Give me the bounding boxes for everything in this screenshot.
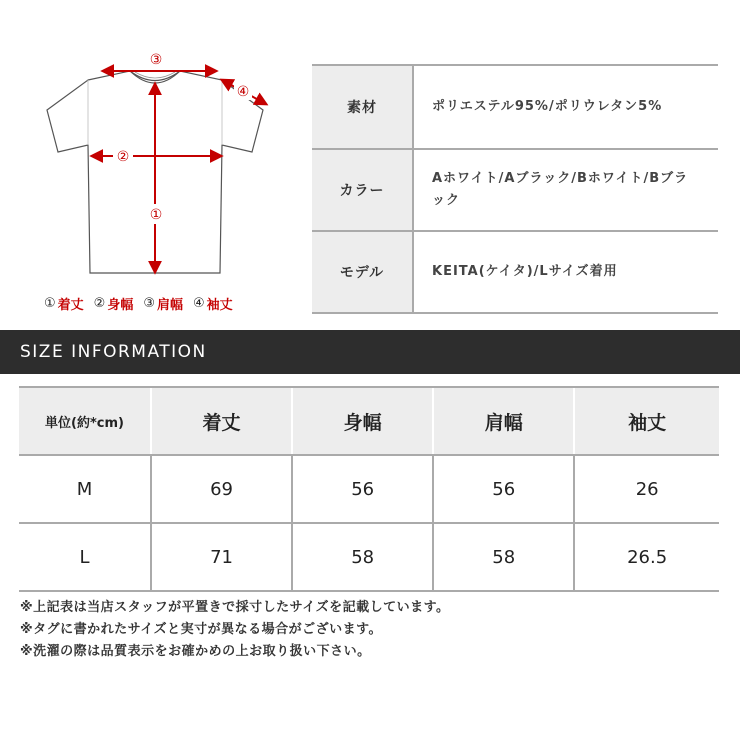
- spec-label: 素材: [312, 66, 414, 148]
- spec-label: モデル: [312, 232, 414, 312]
- table-cell: 56: [433, 455, 574, 523]
- size-table-header-row: [19, 387, 719, 455]
- legend-label: 袖丈: [206, 298, 233, 313]
- spec-value: KEITA(ケイタ)/Lサイズ着用: [414, 232, 718, 312]
- size-label: M: [19, 455, 151, 523]
- spec-label: カラー: [312, 150, 414, 230]
- table-row: [19, 523, 719, 591]
- tshirt-outline-icon: [0, 0, 300, 300]
- legend-num: ①: [44, 296, 56, 311]
- header-body-width: 身幅: [292, 387, 433, 455]
- spec-value: ポリエステル95%/ポリウレタン5%: [414, 66, 718, 148]
- spec-row-model: [312, 232, 718, 314]
- table-cell: 26.5: [574, 523, 719, 591]
- legend-num: ④: [193, 296, 205, 311]
- spec-value: Aホワイト/Aブラック/Bホワイト/Bブラック: [414, 150, 718, 230]
- product-spec-table: [312, 64, 718, 314]
- marker-shoulder: ③: [149, 52, 163, 68]
- note-line: ※タグに書かれたサイズと実寸が異なる場合がございます。: [20, 622, 383, 637]
- legend-item-shoulder: [143, 294, 183, 313]
- note-line: ※洗濯の際は品質表示をお確かめの上お取り扱い下さい。: [20, 644, 371, 659]
- legend-label: 肩幅: [157, 298, 184, 313]
- table-cell: 56: [292, 455, 433, 523]
- table-cell: 58: [433, 523, 574, 591]
- header-shoulder-width: 肩幅: [433, 387, 574, 455]
- notes: [20, 597, 450, 663]
- legend-item-length: [44, 294, 84, 313]
- measurement-legend: [44, 294, 233, 313]
- size-label: L: [19, 523, 151, 591]
- marker-sleeve: ④: [236, 84, 250, 100]
- legend-label: 着丈: [57, 298, 84, 313]
- table-row: [19, 455, 719, 523]
- marker-length: ①: [149, 207, 163, 223]
- legend-label: 身幅: [107, 298, 134, 313]
- header-sleeve-length: 袖丈: [574, 387, 719, 455]
- legend-item-sleeve: [193, 294, 233, 313]
- marker-body-width: ②: [116, 149, 130, 165]
- spec-row-color: [312, 150, 718, 232]
- size-information-banner: [0, 330, 740, 374]
- header-unit: 単位(約*cm): [19, 387, 151, 455]
- legend-num: ②: [93, 296, 106, 311]
- table-cell: 26: [574, 455, 719, 523]
- legend-num: ③: [143, 296, 155, 311]
- table-cell: 69: [151, 455, 292, 523]
- tshirt-measurement-diagram: [0, 0, 300, 320]
- table-cell: 58: [292, 523, 433, 591]
- spec-row-material: [312, 66, 718, 150]
- header-length: 着丈: [151, 387, 292, 455]
- banner-title: SIZE INFORMATION: [20, 342, 207, 362]
- note-line: ※上記表は当店スタッフが平置きで採寸したサイズを記載しています。: [20, 600, 450, 615]
- size-table: [19, 386, 719, 592]
- legend-item-body-width: [94, 294, 134, 313]
- table-cell: 71: [151, 523, 292, 591]
